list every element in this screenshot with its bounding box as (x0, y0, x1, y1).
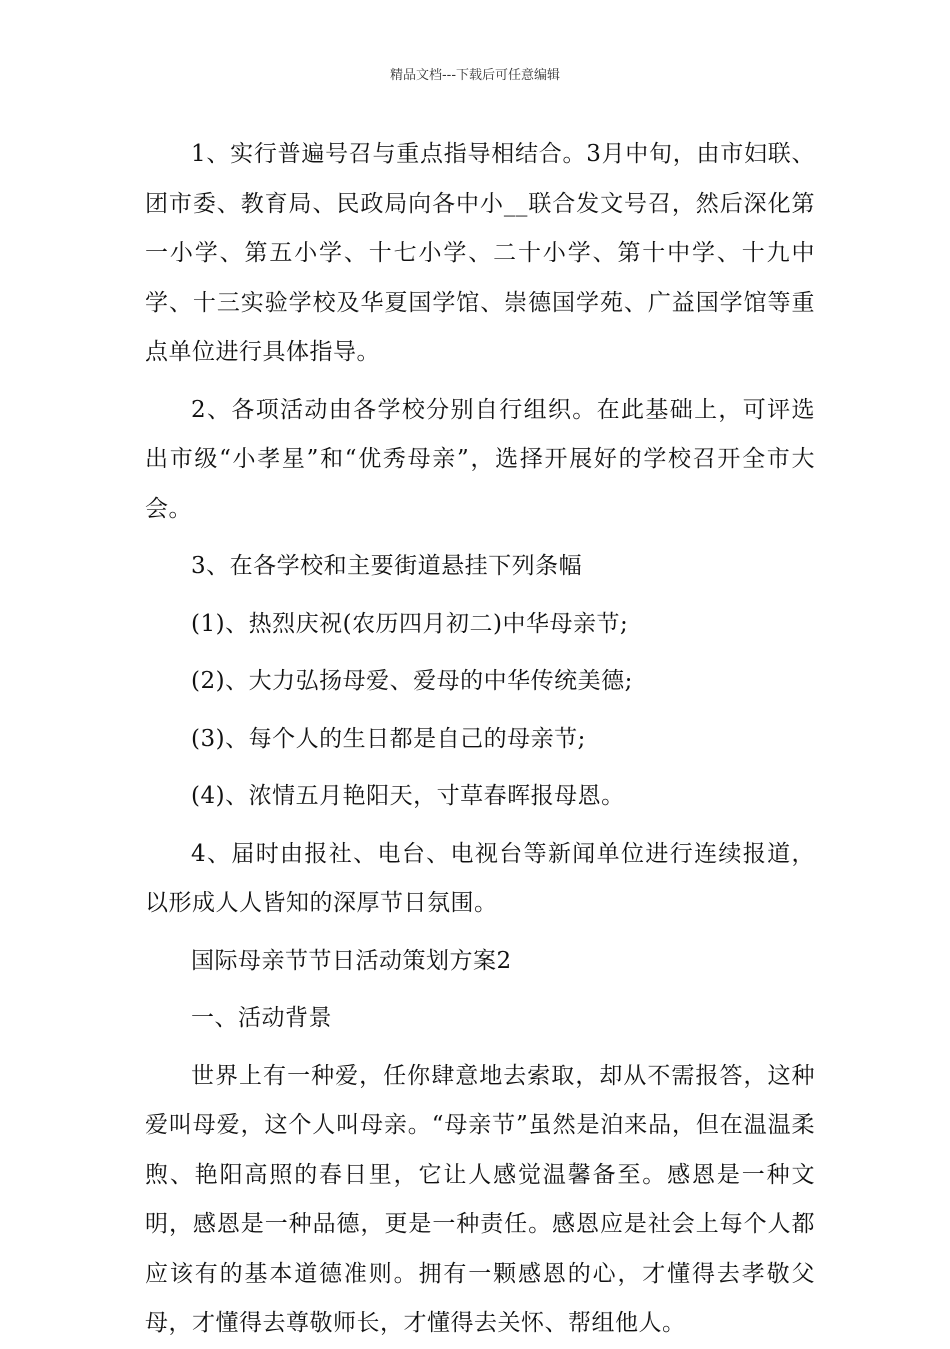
banner-item-4: (4)、浓情五月艳阳天，寸草春晖报母恩。 (191, 783, 625, 809)
paragraph-background: 世界上有一种爱，任你肆意地去索取，却从不需报答，这种爱叫母爱，这个人叫母亲。“母亲节”虽然是泊来品，但在温温柔煦、艳阳高照的春日里，它让人感觉温馨备至。感恩是一种文明，感恩是一种品德，更是一种责任。感恩应是社会上每个人都应该有的基本道德准则。拥有一颗感恩的心，才懂得去孝敬父母，才懂得去尊敬师长，才懂得去关怀、帮组他人。 (145, 1062, 815, 1336)
document-body (145, 130, 815, 1349)
paragraph-1: 1、实行普遍号召与重点指导相结合。3月中旬，由市妇联、团市委、教育局、民政局向各中小__联合发文号召，然后深化第一小学、第五小学、十七小学、二十小学、第十中学、十九中学、十三实验学校及华夏国学馆、崇德国学苑、广益国学馆等重点单位进行具体指导。 (145, 141, 815, 365)
section-heading-background: 一、活动背景 (191, 1005, 332, 1031)
banner-item-2: (2)、大力弘扬母爱、爱母的中华传统美德; (191, 668, 633, 694)
banner-item-1: (1)、热烈庆祝(农历四月初二)中华母亲节; (191, 610, 629, 637)
paragraph-2: 2、各项活动由各学校分别自行组织。在此基础上，可评选出市级“小孝星”和“优秀母亲”，选择开展好的学校召开全市大会。 (145, 396, 815, 522)
paragraph-4: 4、届时由报社、电台、电视台等新闻单位进行连续报道，以形成人人皆知的深厚节日氛围。 (145, 840, 815, 916)
paragraph-3: 3、在各学校和主要街道悬挂下列条幅 (191, 553, 583, 579)
page-header: 精品文档---下载后可任意编辑 (389, 68, 561, 83)
section-title: 国际母亲节节日活动策划方案2 (191, 947, 512, 974)
banner-item-3: (3)、每个人的生日都是自己的母亲节; (191, 725, 586, 752)
